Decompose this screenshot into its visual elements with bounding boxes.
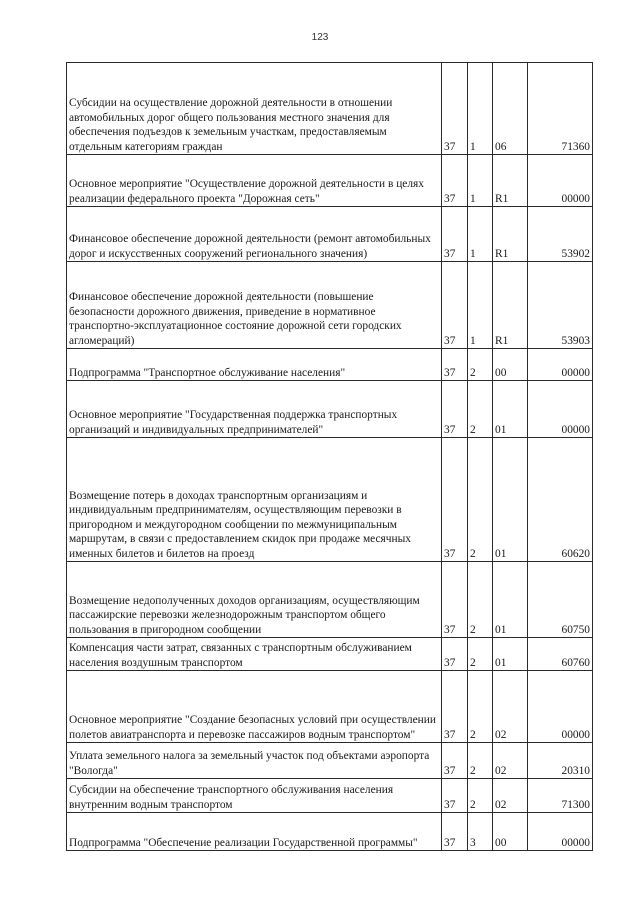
program-code-cell: 37 <box>442 743 468 779</box>
table-row <box>67 381 593 438</box>
budget-classification-table <box>66 62 593 851</box>
subprogram-code-cell: 3 <box>468 813 493 851</box>
activity-code-cell: 06 <box>493 63 528 155</box>
activity-code-cell: 00 <box>493 349 528 381</box>
table-row <box>67 743 593 779</box>
page-number: 123 <box>311 32 329 43</box>
subprogram-code-cell: 2 <box>468 743 493 779</box>
subprogram-code-cell: 1 <box>468 207 493 262</box>
table-row <box>67 438 593 562</box>
direction-code-cell: 60750 <box>528 562 593 638</box>
subprogram-code-cell: 2 <box>468 779 493 813</box>
direction-code-cell: 60620 <box>528 438 593 562</box>
table-row <box>67 638 593 671</box>
subprogram-code-cell: 2 <box>468 381 493 438</box>
row-name-cell: Уплата земельного налога за земельный участок под объектами аэропорта "Вологда" <box>67 743 442 779</box>
row-name-cell: Основное мероприятие "Создание безопасных условий при осуществлении полетов авиатранспорта и перевозке пассажиров водным транспортом" <box>67 671 442 743</box>
subprogram-code-cell: 1 <box>468 262 493 349</box>
row-name-cell: Субсидии на осуществление дорожной деятельности в отношении автомобильных дорог общего пользования местного значения для обеспечения подъездов к земельным участкам, предоставляемым отдельным категориям граждан <box>67 63 442 155</box>
subprogram-code-cell: 2 <box>468 562 493 638</box>
program-code-cell: 37 <box>442 207 468 262</box>
row-name-cell: Возмещение недополученных доходов организациям, осуществляющим пассажирские перевозки железнодорожным транспортом общего пользования в пригородном сообщении <box>67 562 442 638</box>
row-name-cell: Основное мероприятие "Осуществление дорожной деятельности в целях реализации федерального проекта "Дорожная сеть" <box>67 155 442 207</box>
direction-code-cell: 20310 <box>528 743 593 779</box>
activity-code-cell: 01 <box>493 381 528 438</box>
program-code-cell: 37 <box>442 438 468 562</box>
subprogram-code-cell: 1 <box>468 155 493 207</box>
program-code-cell: 37 <box>442 155 468 207</box>
table-row <box>67 349 593 381</box>
row-name-cell: Подпрограмма "Транспортное обслуживание населения" <box>67 349 442 381</box>
table-row <box>67 155 593 207</box>
subprogram-code-cell: 1 <box>468 63 493 155</box>
table-row <box>67 262 593 349</box>
row-name-cell: Финансовое обеспечение дорожной деятельности (ремонт автомобильных дорог и искусственных сооружений регионального значения) <box>67 207 442 262</box>
direction-code-cell: 71360 <box>528 63 593 155</box>
program-code-cell: 37 <box>442 262 468 349</box>
row-name-cell: Субсидии на обеспечение транспортного обслуживания населения внутренним водным транспортом <box>67 779 442 813</box>
table-row <box>67 562 593 638</box>
activity-code-cell: R1 <box>493 262 528 349</box>
program-code-cell: 37 <box>442 671 468 743</box>
activity-code-cell: 02 <box>493 743 528 779</box>
table-row <box>67 207 593 262</box>
subprogram-code-cell: 2 <box>468 638 493 671</box>
activity-code-cell: 02 <box>493 671 528 743</box>
direction-code-cell: 00000 <box>528 671 593 743</box>
row-name-cell: Подпрограмма "Обеспечение реализации Государственной программы" <box>67 813 442 851</box>
activity-code-cell: R1 <box>493 155 528 207</box>
row-name-cell: Основное мероприятие "Государственная поддержка транспортных организаций и индивидуальных предпринимателей" <box>67 381 442 438</box>
program-code-cell: 37 <box>442 63 468 155</box>
table-row <box>67 671 593 743</box>
row-name-cell: Финансовое обеспечение дорожной деятельности (повышение безопасности дорожного движения, приведение в нормативное транспортно-эксплуатационное состояние дорожной сети городских агломераций) <box>67 262 442 349</box>
activity-code-cell: R1 <box>493 207 528 262</box>
direction-code-cell: 00000 <box>528 155 593 207</box>
table-row <box>67 813 593 851</box>
direction-code-cell: 71300 <box>528 779 593 813</box>
activity-code-cell: 01 <box>493 562 528 638</box>
activity-code-cell: 00 <box>493 813 528 851</box>
table-row <box>67 63 593 155</box>
direction-code-cell: 60760 <box>528 638 593 671</box>
activity-code-cell: 01 <box>493 438 528 562</box>
direction-code-cell: 53903 <box>528 262 593 349</box>
row-name-cell: Компенсация части затрат, связанных с транспортным обслуживанием населения воздушным транспортом <box>67 638 442 671</box>
activity-code-cell: 01 <box>493 638 528 671</box>
subprogram-code-cell: 2 <box>468 438 493 562</box>
subprogram-code-cell: 2 <box>468 349 493 381</box>
table-row <box>67 779 593 813</box>
program-code-cell: 37 <box>442 813 468 851</box>
activity-code-cell: 02 <box>493 779 528 813</box>
program-code-cell: 37 <box>442 638 468 671</box>
direction-code-cell: 53902 <box>528 207 593 262</box>
row-name-cell: Возмещение потерь в доходах транспортным организациям и индивидуальным предпринимателям, осуществляющим перевозки в пригородном и междугородном сообщении по межмуниципальным маршрутам, в связи с предоставлением скидок при продаже месячных именных билетов и билетов на проезд <box>67 438 442 562</box>
direction-code-cell: 00000 <box>528 381 593 438</box>
program-code-cell: 37 <box>442 779 468 813</box>
program-code-cell: 37 <box>442 562 468 638</box>
program-code-cell: 37 <box>442 381 468 438</box>
direction-code-cell: 00000 <box>528 349 593 381</box>
direction-code-cell: 00000 <box>528 813 593 851</box>
subprogram-code-cell: 2 <box>468 671 493 743</box>
program-code-cell: 37 <box>442 349 468 381</box>
